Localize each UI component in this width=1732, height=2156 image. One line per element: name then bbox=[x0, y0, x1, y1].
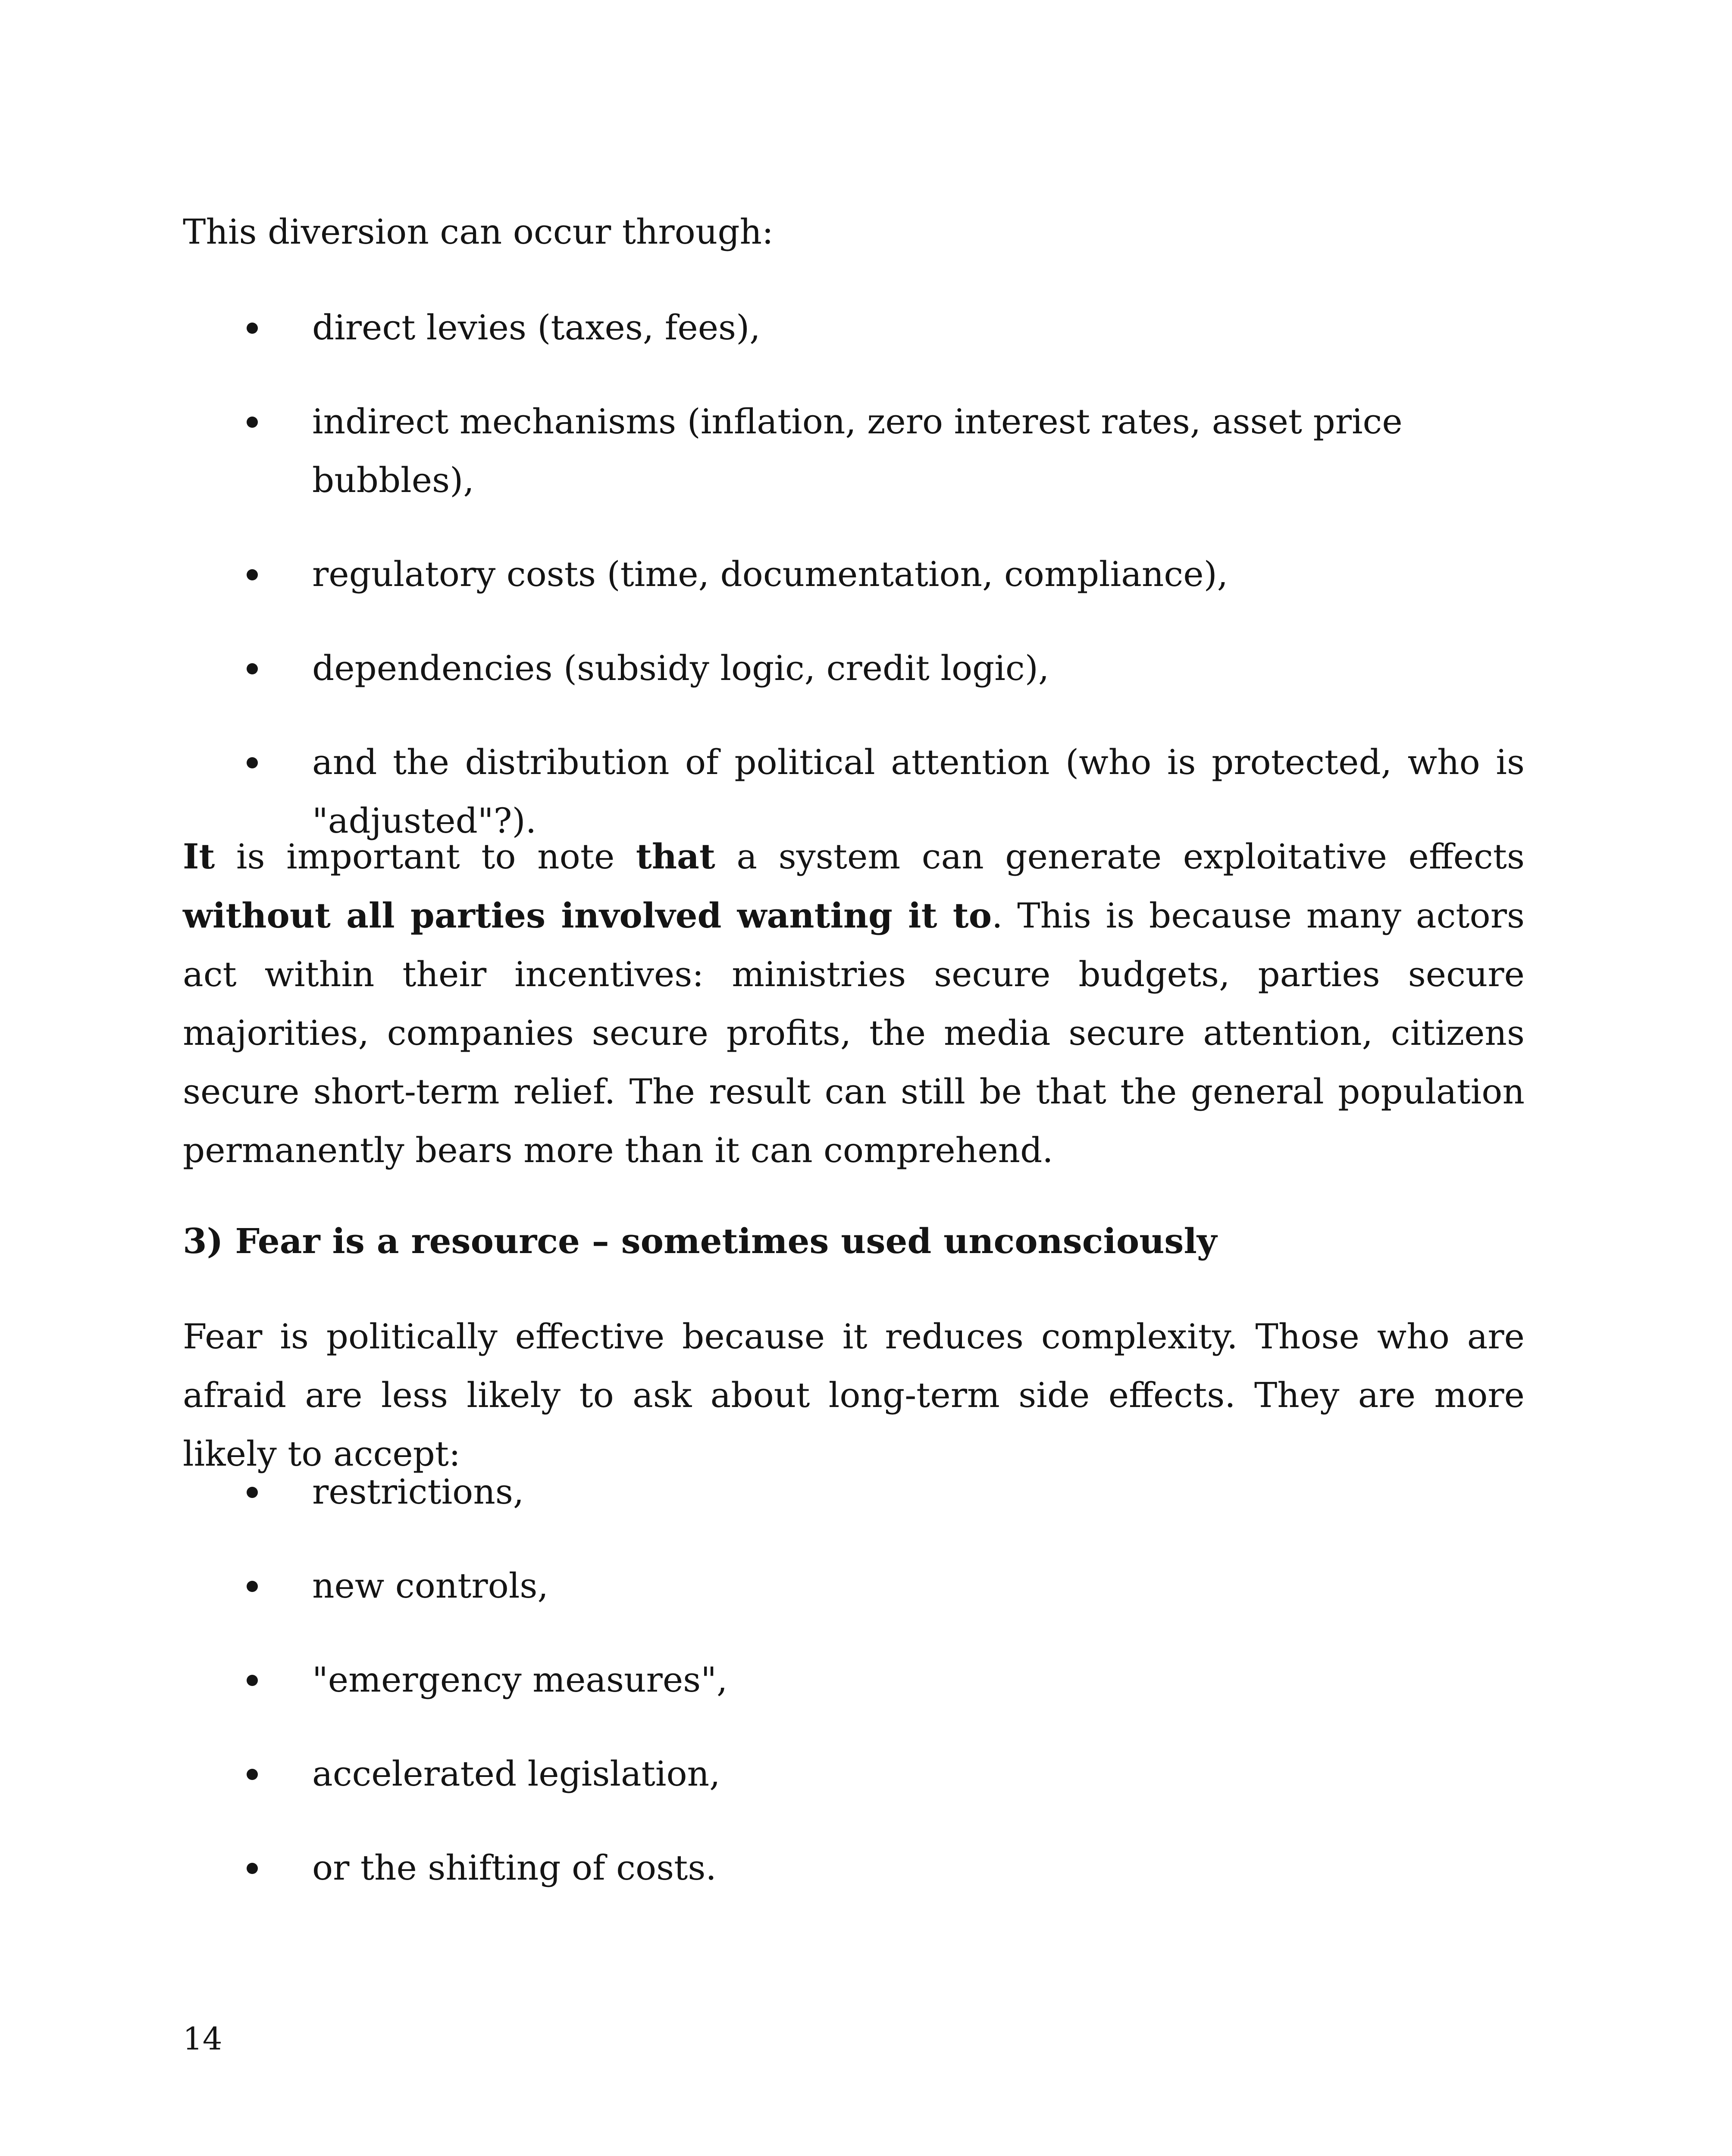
list-item-text: accelerated legislation, bbox=[312, 1754, 720, 1794]
list-item-text: regulatory costs (time, documentation, compliance), bbox=[312, 554, 1228, 594]
list-item bbox=[183, 392, 1525, 510]
list-item bbox=[183, 1463, 1525, 1521]
section-heading: 3) Fear is a resource – sometimes used unconsciously bbox=[183, 1221, 1217, 1261]
page-number: 14 bbox=[183, 2021, 222, 2057]
bold-text: that bbox=[636, 836, 715, 877]
bullet-icon bbox=[247, 663, 258, 674]
list-item-text: restrictions, bbox=[312, 1472, 524, 1512]
list-item bbox=[183, 545, 1525, 604]
intro-text: This diversion can occur through: bbox=[183, 212, 774, 252]
paragraph-text: a system can generate exploitative effects bbox=[715, 837, 1525, 877]
list-item-text: indirect mechanisms (inflation, zero interest rates, asset price bubbles), bbox=[312, 401, 1403, 500]
bullet-icon bbox=[247, 757, 258, 768]
list-item-text: dependencies (subsidy logic, credit logic), bbox=[312, 648, 1049, 688]
list-item bbox=[183, 298, 1525, 357]
paragraph-fear: Fear is politically effective because it reduces complexity. Those who are afraid are less likely to ask about long-term side effects. They are more likely to accept: bbox=[183, 1316, 1525, 1474]
list-item bbox=[183, 1745, 1525, 1803]
bullet-icon bbox=[247, 569, 258, 580]
bold-text: without all parties involved wanting it to bbox=[183, 895, 992, 936]
bullet-icon bbox=[247, 1769, 258, 1780]
bold-text: It bbox=[183, 836, 215, 877]
paragraph-incentives bbox=[183, 827, 1525, 1180]
diversion-list bbox=[183, 298, 1525, 886]
paragraph-text: is important to note bbox=[215, 837, 636, 877]
list-item bbox=[183, 1651, 1525, 1709]
fear-consequences-list bbox=[183, 1463, 1525, 1933]
list-item-text: or the shifting of costs. bbox=[312, 1848, 717, 1888]
bullet-icon bbox=[247, 1675, 258, 1686]
bullet-icon bbox=[247, 1487, 258, 1498]
bullet-icon bbox=[247, 323, 258, 334]
list-item-text: new controls, bbox=[312, 1566, 548, 1606]
list-item bbox=[183, 1557, 1525, 1615]
list-item bbox=[183, 639, 1525, 698]
paragraph-text: . This is because many actors act within their incentives: ministries secure budgets, parties secure majorities, companies secure profits, the media secure attention, citizens secure short-term relief. The result can still be that the general population permanently bears more than it can comprehend. bbox=[183, 896, 1525, 1170]
bullet-icon bbox=[247, 1581, 258, 1592]
bullet-icon bbox=[247, 1863, 258, 1874]
list-item bbox=[183, 1839, 1525, 1897]
list-item-text: direct levies (taxes, fees), bbox=[312, 307, 761, 348]
list-item-text: "emergency measures", bbox=[312, 1660, 728, 1700]
list-item-text: and the distribution of political attention (who is protected, who is "adjusted"?). bbox=[312, 742, 1525, 841]
bullet-icon bbox=[247, 417, 258, 428]
